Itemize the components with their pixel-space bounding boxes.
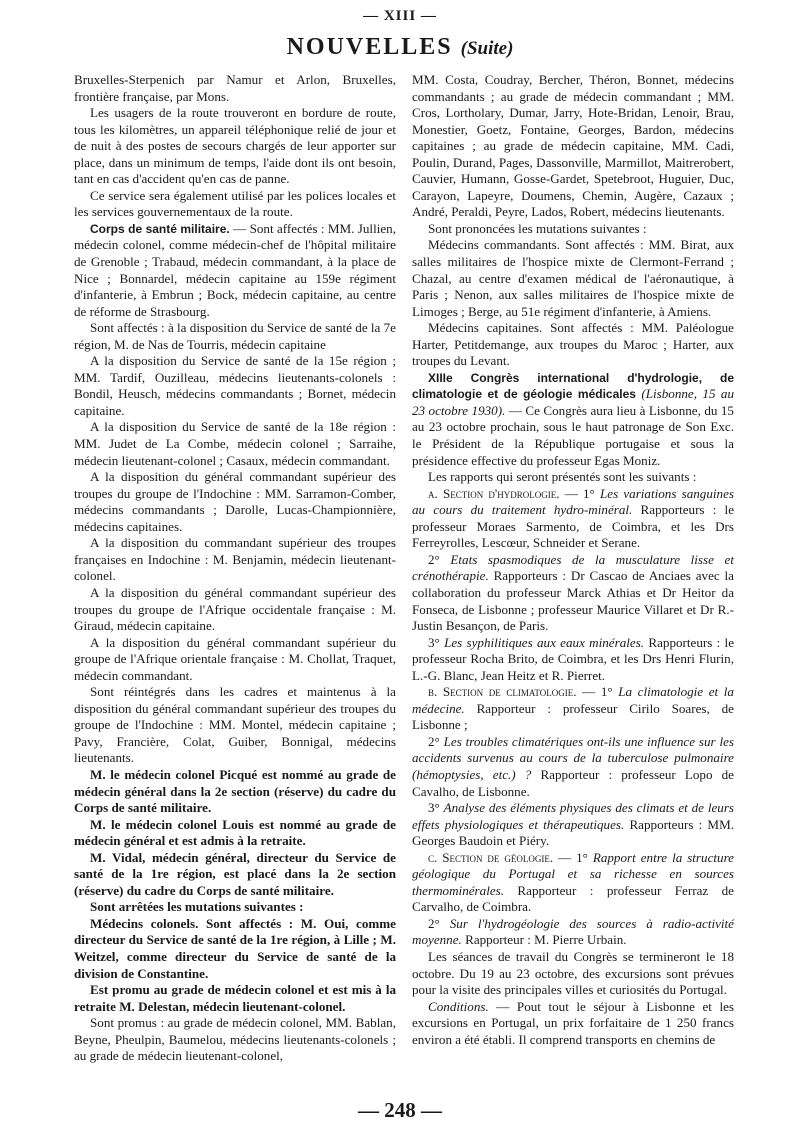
report-title: Les syphilitiques aux eaux minérales.: [444, 634, 645, 650]
paragraph: [412, 635, 734, 685]
paragraph-text: Rapporteur : M. Pierre Urbain.: [461, 932, 627, 948]
paragraph: [412, 684, 734, 734]
paragraph-text: Rapporteurs : le professeur Moraes Sarmento, de Coimbra, et les Drs Ferreyrolles, Lescœur, Schneider et Serane.: [412, 502, 734, 551]
paragraph-text: Rapporteurs : le professeur Rocha Brito, de Coimbra, et les Drs Henri Flurin, L.-G. Blanc, Jean Heitz et R. Pierret.: [412, 634, 735, 683]
paragraph: M. le médecin colonel Louis est nommé au grade de médecin général et est admis à la retraite.: [74, 816, 396, 849]
left-column: [74, 72, 396, 1065]
congress-place: (Lisbonne, 15 au 23 octobre 1930).: [412, 386, 734, 418]
section-title: [0, 34, 800, 61]
item-number: — 1°: [576, 684, 619, 700]
section-label: a. Section d'hydrologie.: [428, 485, 560, 501]
paragraph: [412, 800, 734, 850]
item-number: — 1°: [559, 485, 600, 501]
report-title: Analyse des éléments physiques des climats et de leurs effets physiologiques et thérapeutiques.: [412, 800, 735, 832]
report-title: La climatologie et la médecine.: [412, 684, 734, 716]
paragraph-text: Rapporteurs : MM. Georges Baudoin et Piéry.: [412, 816, 734, 849]
paragraph: A la disposition du général commandant supérieur des troupes du groupe de l'Indochine : MM. Sarramon-Comber, médecins commandants ; Darolle, Lucas-Championnière, médecins capitaines.: [74, 469, 396, 534]
paragraph: A la disposition du Service de santé de la 15e région ; MM. Tardif, Ouzilleau, médecins lieutenants-colonels : Bondil, Heusch, médecins commandants ; Bornet, médecin capitaine.: [74, 353, 396, 418]
item-number: 3°: [428, 634, 445, 650]
section-heading: Corps de santé militaire.: [90, 221, 230, 236]
section-label: b. Section de climatologie.: [428, 684, 577, 700]
paragraph: M. Vidal, médecin général, directeur du Service de santé de la 1re région, est placé dans la 2e section (réserve) du cadre du Corps de santé militaire.: [74, 849, 396, 898]
paragraph: [74, 221, 396, 320]
paragraph: Sont arrêtées les mutations suivantes :: [90, 899, 304, 915]
paragraph: Bruxelles-Sterpenich par Namur et Arlon, Bruxelles, frontière française, par Mons.: [74, 72, 396, 104]
item-number: 2°: [428, 551, 451, 567]
paragraph-text: Rapporteur : professeur Ferraz de Carvalho, de Coimbra.: [412, 882, 734, 915]
paragraph: [412, 916, 734, 949]
section-label: c. Section de géologie.: [428, 849, 554, 865]
paragraph: [412, 850, 734, 916]
paragraph: Sont affectés : à la disposition du Service de santé de la 7e région, M. de Nas de Tourris, médecin capitaine: [74, 320, 396, 352]
paragraph: [412, 552, 734, 635]
report-title: Les variations sanguines au cours du traitement hydro-minéral.: [412, 485, 734, 518]
item-number: — 1°: [553, 849, 593, 865]
paragraph: Est promu au grade de médecin colonel et est mis à la retraite M. Delestan, médecin lieutenant-colonel.: [74, 982, 396, 1014]
paragraph: [412, 734, 734, 800]
paragraph: Sont prononcées les mutations suivantes :: [428, 220, 647, 236]
item-number: 2°: [428, 733, 444, 749]
paragraph: A la disposition du Service de santé de la 18e région : MM. Judet de La Combe, médecin colonel ; Sarraihe, médecin lieutenant-colonel ; Casaux, médecin commandant.: [74, 419, 396, 468]
paragraph-text: Rapporteur : professeur Cirilo Soares, de Lisbonne ;: [412, 700, 734, 733]
page-roman-numeral: — XIII —: [363, 8, 437, 24]
section-heading: XIIIe Congrès international d'hydrologie, de climatologie et de géologie médicales: [412, 370, 734, 402]
paragraph-text: — Sont affectés : MM. Jullien, médecin colonel, comme médecin-chef de l'hôpital militaire de Grenoble ; Trabaud, médecin commandant, à la place de Nice ; Bonnardel, médecin capitaine au 159e régiment d'infanterie, à Embrun ; Bock, médecin capitaine, au centre de réforme de Strasbourg.: [74, 220, 396, 319]
paragraph: [412, 999, 734, 1049]
section-title-suite: (Suite): [460, 38, 514, 59]
paragraph: [412, 370, 734, 469]
paragraph: Les rapports qui seront présentés sont les suivants :: [428, 469, 697, 485]
paragraph-text: Rapporteur : professeur Lopo de Cavalho, de Lisbonne.: [412, 766, 734, 799]
paragraph: A la disposition du général commandant supérieur des troupes du groupe de l'Afrique occidentale française : M. Giraud, médecin capitaine.: [74, 584, 396, 634]
paragraph: [412, 486, 734, 552]
paragraph-text: — Ce Congrès aura lieu à Lisbonne, du 15 au 23 octobre prochain, sous le haut patronage de Son Exc. le Président de la République portugaise et sous la présidence effective du professeur Egas Moniz.: [412, 402, 734, 468]
page-number: — 248 —: [358, 1098, 442, 1122]
paragraph: Médecins capitaines. Sont affectés : MM. Paléologue Harter, Petitdemange, aux troupes du Maroc ; Harter, aux troupes du Levant.: [412, 320, 734, 369]
item-number: 3°: [428, 800, 444, 816]
right-column: [412, 72, 734, 1048]
paragraph: Les séances de travail du Congrès se termineront le 18 octobre. Du 19 au 23 octobre, des excursions sont prévues pour la visite des principales villes et curiosités du Portugal.: [412, 948, 734, 998]
paragraph: MM. Costa, Coudray, Bercher, Théron, Bonnet, médecins commandants ; au grade de médecin commandant ; MM. Cros, Lortholary, Dumar, Jarry, Hote-Bridan, Lenoir, Brau, Monestier, Goetz, Fontaine, Georges, Bardon, médecins capitaines ; au grade de médecin capitaine, MM. Cadi, Poulin, Durand, Pages, Dassonville, Marmillot, Maitrerobert, Cauvier, Humann, Gosse-Gardet, Spetebroot, Huguier, Duc, Carayon, Lapeyre, Doumens, Chemin, Augère, Cazaux ; André, Peraldi, Peyre, Lados, Robert, médecins lieutenants.: [412, 72, 734, 220]
report-title: Les troubles climatériques ont-ils une influence sur les accidents survenus au cours de la tuberculose pulmonaire (hémoptysies, etc.) ?: [412, 733, 734, 782]
paragraph: A la disposition du général commandant supérieur du groupe de l'Afrique orientale française : M. Chollat, Traquet, médecin commandant.: [74, 634, 396, 683]
paragraph: Les usagers de la route trouveront en bordure de route, tous les kilomètres, un appareil téléphonique relié de jour et de nuit à des postes de secours chargés de leur apporter sur place, dans un minimum de temps, l'aide dont ils ont besoin, tant en cas d'accident qu'en cas de panne.: [74, 105, 396, 187]
paragraph-text: — Pout tout le séjour à Lisbonne et les excursions en Portugal, un prix forfaitaire de 1 250 francs environ a été établi. Il comprend transports en chemins de: [412, 998, 734, 1047]
paragraph: Sont promus : au grade de médecin colonel, MM. Bablan, Beyne, Pheulpin, Baumelou, médecins lieutenants-colonels ; au grade de médecin lieutenant-colonel,: [74, 1015, 396, 1064]
paragraph: M. le médecin colonel Picqué est nommé au grade de médecin général dans la 2e section (réserve) du cadre du Corps de santé militaire.: [74, 766, 396, 816]
report-title: Sur l'hydrogéologie des sources à radio-activité moyenne.: [412, 915, 734, 948]
item-number: 2°: [428, 915, 450, 931]
section-title-text: NOUVELLES: [286, 34, 453, 60]
paragraph-text: Rapporteurs : Dr Cascao de Anciaes avec la collaboration du professeur Marck Athias et Dr Heitor da Fonseca, de Lisbonne ; professeur Maurice Villaret et Dr R.-Justin Besançon, de Paris.: [412, 568, 734, 634]
paragraph: Ce service sera également utilisé par les polices locales et les services gouvernementaux de la route.: [74, 187, 396, 220]
paragraph: Médecins colonels. Sont affectés : M. Oui, comme directeur du Service de santé de la 1re région, à Lille ; M. Weitzel, comme directeur du Service de santé de la division de Constantine.: [74, 915, 396, 981]
paragraph: A la disposition du commandant supérieur des troupes françaises en Indochine : M. Benjamin, médecin lieutenant-colonel.: [74, 535, 396, 584]
paragraph: Médecins commandants. Sont affectés : MM. Birat, aux salles militaires de l'hospice mixte de Clermont-Ferrand ; Chazal, au centre d'examen médical de l'aéronautique, à Paris ; Nenon, aux salles militaires de l'hospice mixte de Limoges ; Berge, au 51e régiment d'infanterie, à Amiens.: [412, 237, 734, 319]
paragraph-heading: Conditions.: [428, 998, 489, 1014]
report-title: Etats spasmodiques de la musculature lisse et crénothérapie.: [412, 551, 734, 584]
report-title: Rapport entre la structure géologique du Portugal et sa richesse en sources thermominérales.: [412, 849, 734, 898]
paragraph: Sont réintégrés dans les cadres et maintenus à la disposition du général commandant supérieur des troupes du groupe de l'Indochine : MM. Montel, médecin capitaine ; Pavy, Francière, Colat, Guiber, Bonnigal, médecins lieutenants.: [74, 684, 396, 766]
